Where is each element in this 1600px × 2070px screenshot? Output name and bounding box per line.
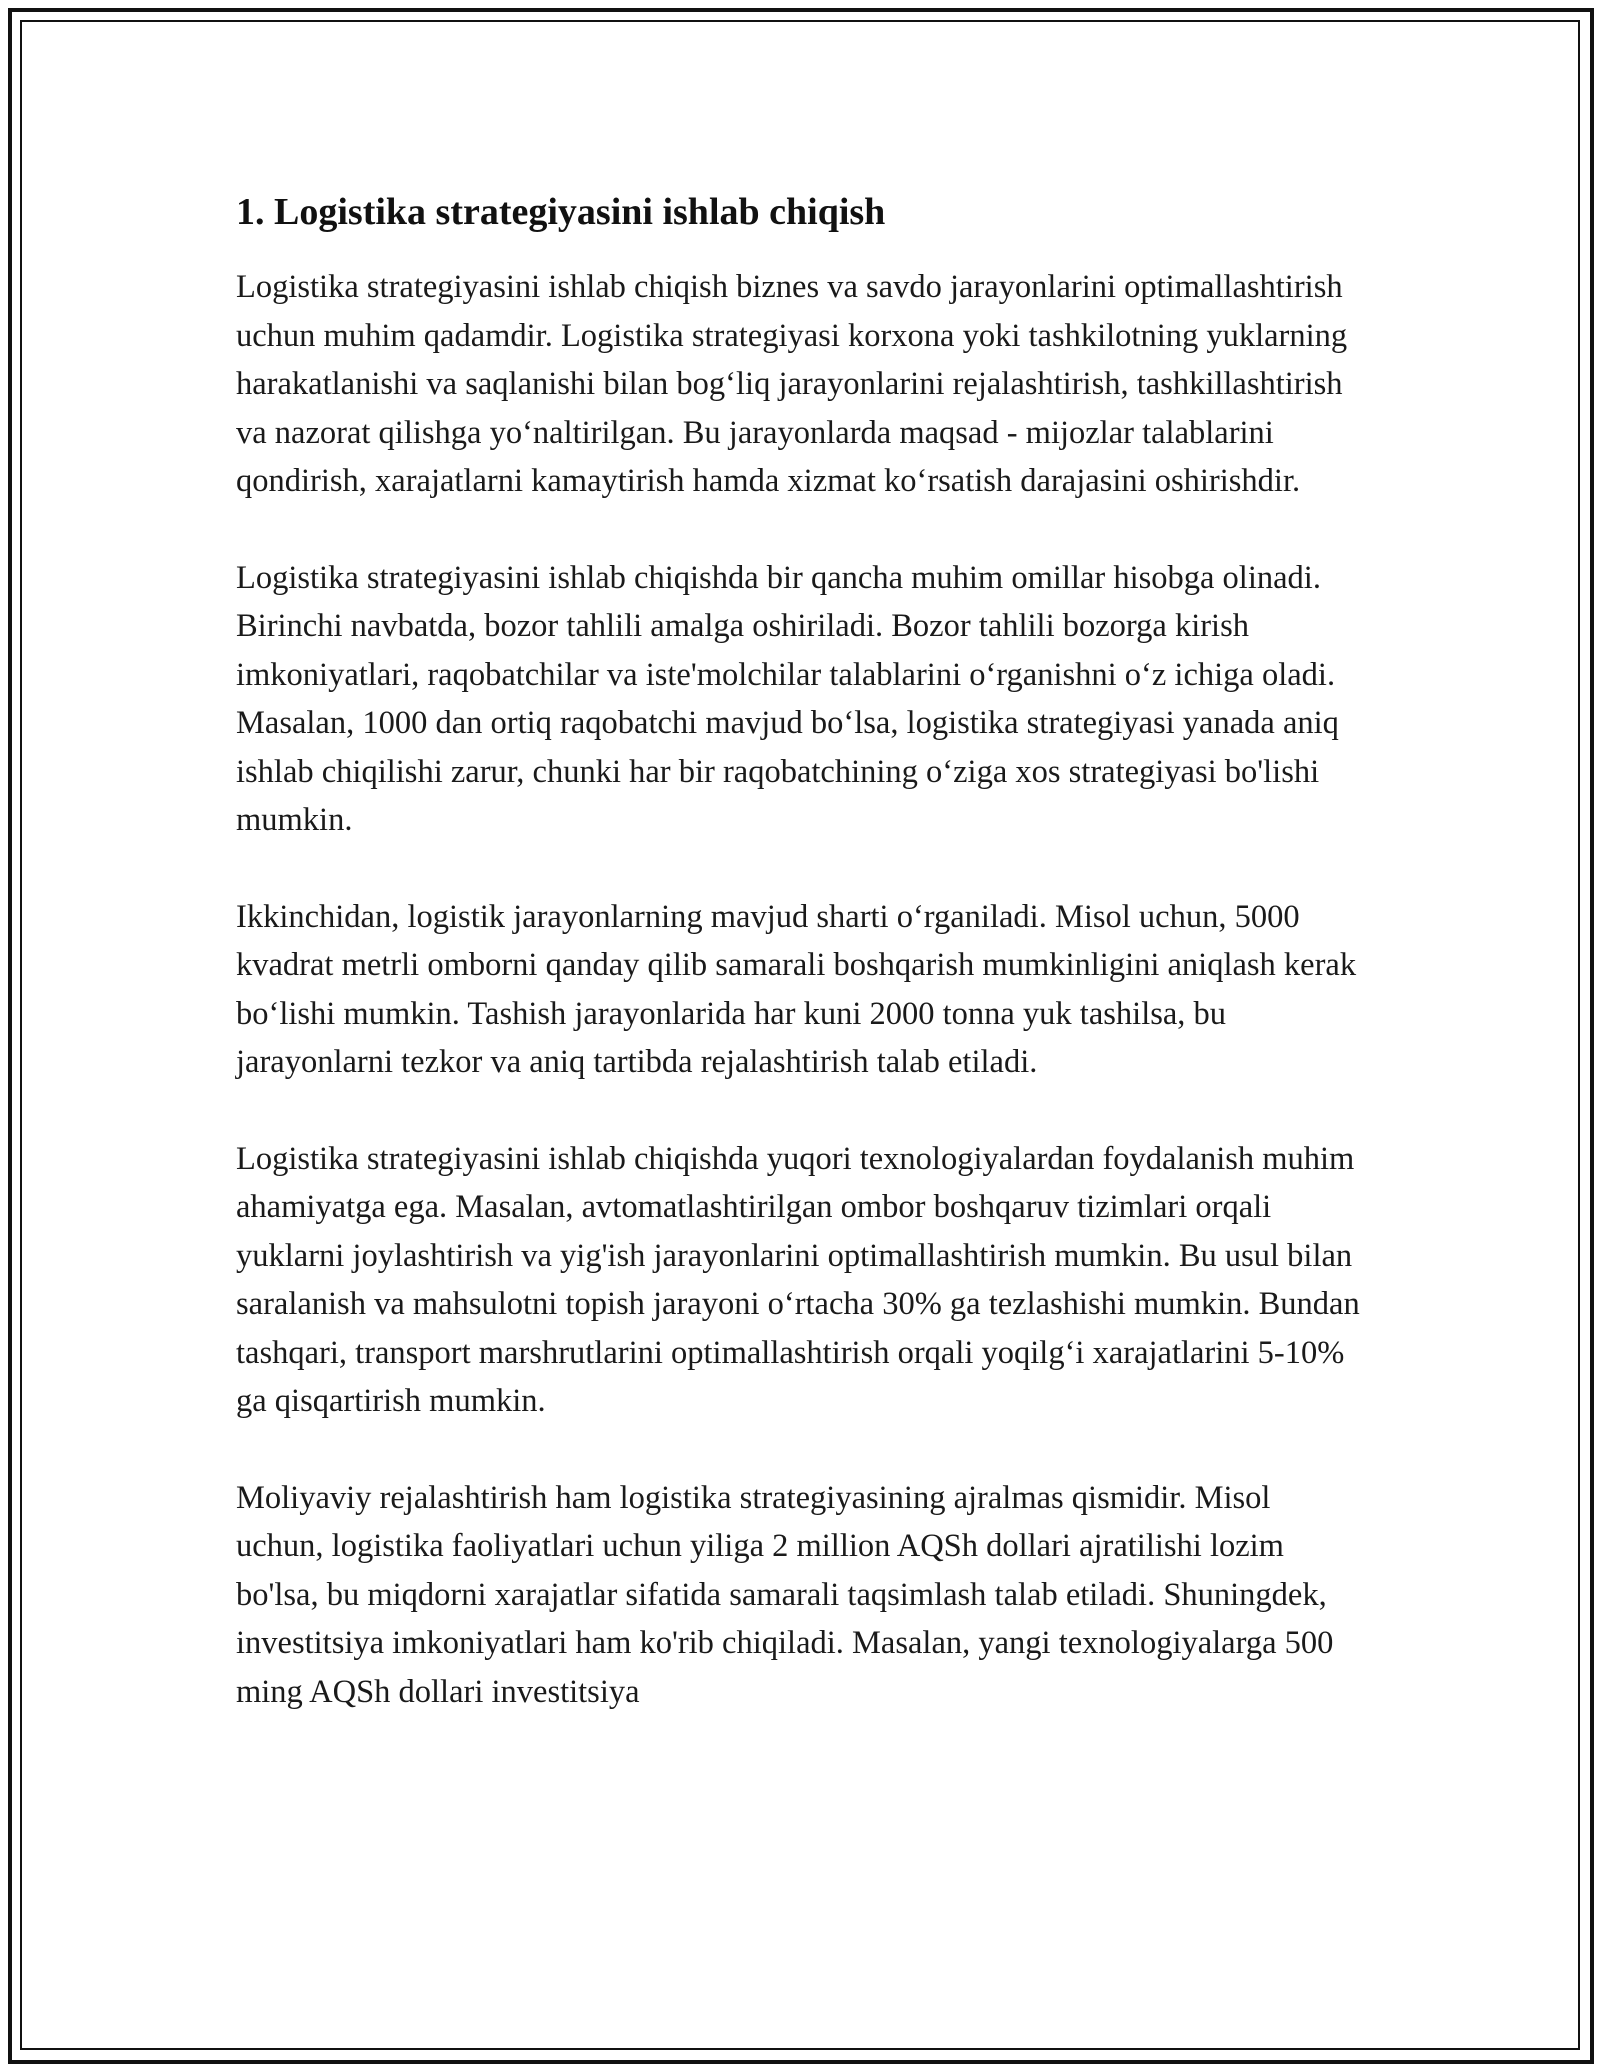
paragraph-5: Moliyaviy rejalashtirish ham logistika strategiyasining ajralmas qismidir. Misol uchun, logistika faoliyatlari uchun yiliga 2 million AQSh dollari ajratilishi lozim bo'lsa, bu miqdorni xarajatlar sifatida samarali taqsimlash talab etiladi. Shuningdek, investitsiya imkoniyatlari ham ko'rib chiqiladi. Masalan, yangi texnologiyalarga 500 ming AQSh dollari investitsiya — [236, 1479, 1334, 1710]
paragraph-3: Ikkinchidan, logistik jarayonlarning mavjud sharti o‘rganiladi. Misol uchun, 5000 kvadrat metrli omborni qanday qilib samarali boshqarish mumkinligini aniqlash kerak bo‘lishi mumkin. Tashish jarayonlarida har kuni 2000 tonna yuk tashilsa, bu jarayonlarni tezkor va aniq tartibda rejalashtirish talab etiladi. — [236, 898, 1357, 1080]
section-heading: 1. Logistika strategiyasini ishlab chiqish — [236, 191, 886, 233]
paragraph-4: Logistika strategiyasini ishlab chiqishda yuqori texnologiyalardan foydalanish muhim ahamiyatga ega. Masalan, avtomatlashtirilgan ombor boshqaruv tizimlari orqali yuklarni joylashtirish va yig'ish jarayonlarini optimallashtirish mumkin. Bu usul bilan saralanish va mahsulotni topish jarayoni o‘rtacha 30% ga tezlashishi mumkin. Bundan tashqari, transport marshrutlarini optimallashtirish orqali yoqilg‘i xarajatlarini 5-10% ga qisqartirish mumkin. — [236, 1140, 1360, 1419]
paragraph-1: Logistika strategiyasini ishlab chiqish biznes va savdo jarayonlarini optimallashtirish uchun muhim qadamdir. Logistika strategiyasi korxona yoki tashkilotning yuklarning harakatlanishi va saqlanishi bilan bog‘liq jarayonlarini rejalashtirish, tashkillashtirish va nazorat qilishga yo‘naltirilgan. Bu jarayonlarda maqsad - mijozlar talablarini qondirish, xarajatlarni kamaytirish hamda xizmat ko‘rsatish darajasini oshirishdir. — [236, 269, 1348, 499]
document-body — [236, 188, 1366, 1764]
paragraph-2: Logistika strategiyasini ishlab chiqishda bir qancha muhim omillar hisobga olinadi. Birinchi navbatda, bozor tahlili amalga oshiriladi. Bozor tahlili bozorga kirish imkoniyatlari, raqobatchilar va iste'molchilar talablarini o‘rganishni o‘z ichiga oladi. Masalan, 1000 dan ortiq raqobatchi mavjud bo‘lsa, logistika strategiyasi yanada aniq ishlab chiqilishi zarur, chunki har bir raqobatchining o‘ziga xos strategiyasi bo'lishi mumkin. — [236, 559, 1339, 838]
